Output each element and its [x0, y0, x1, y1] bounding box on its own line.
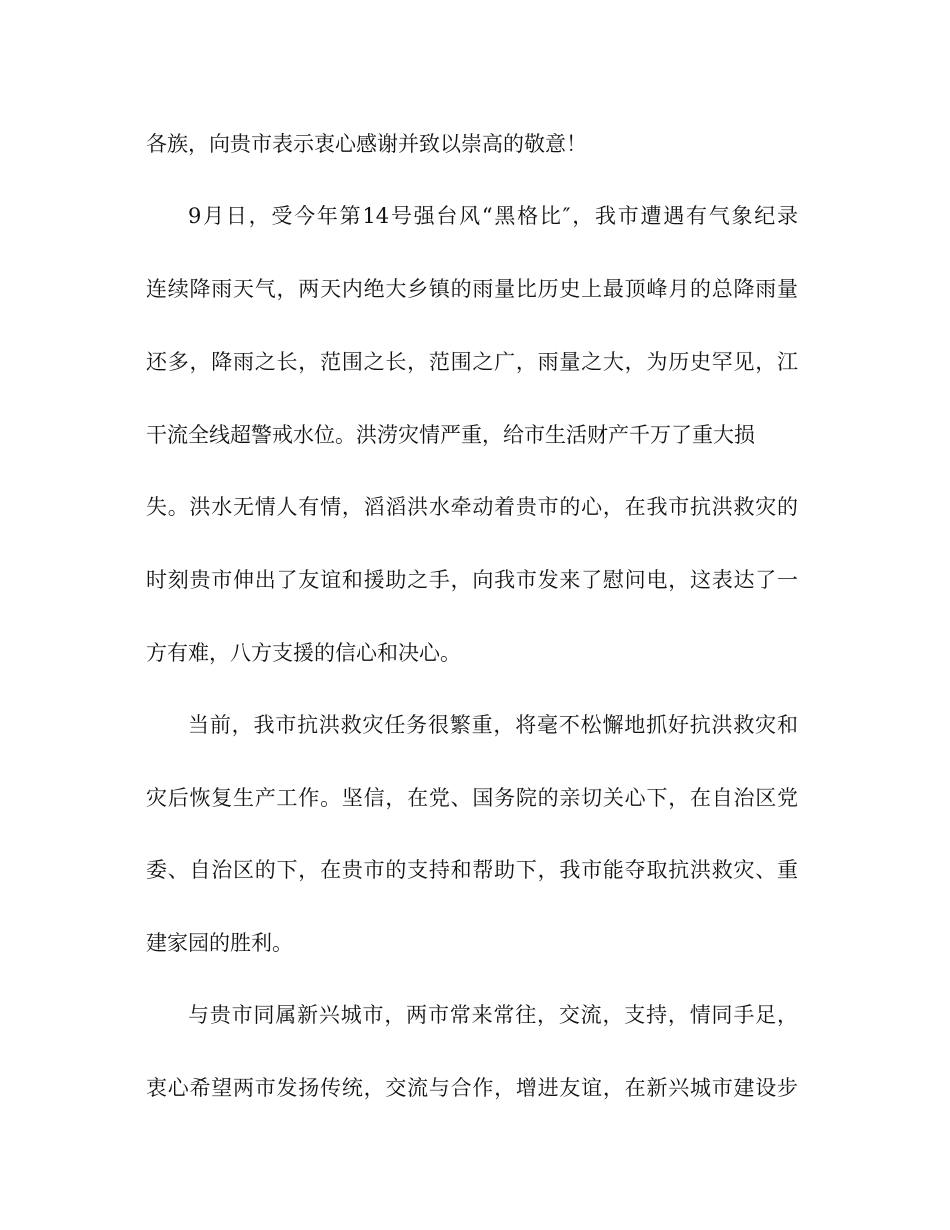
text-line: 9月日，受今年第14号强台风“黑格比″，我市遭遇有气象纪录 — [188, 204, 798, 228]
text-line: 当前，我市抗洪救灾任务很繁重，将毫不松懈地抓好抗洪救灾和 — [188, 713, 798, 737]
text-line: 连续降雨天气，两天内绝大乡镇的雨量比历史上最顶峰月的总降雨量 — [146, 277, 798, 301]
text-line: 失。洪水无情人有情，滔滔洪水牵动着贵市的心，在我市抗洪救灾的 — [146, 495, 798, 519]
text-line: 衷心希望两市发扬传统，交流与合作，增进友谊，在新兴城市建设步 — [146, 1076, 798, 1100]
text-line: 灾后恢复生产工作。坚信，在党、国务院的亲切关心下，在自治区党 — [146, 786, 798, 810]
text-line: 干流全线超警戒水位。洪涝灾情严重，给市生活财产千万了重大损 — [146, 423, 755, 447]
text-line: 时刻贵市伸出了友谊和援助之手，向我市发来了慰问电，这表达了一 — [146, 568, 798, 592]
text-line: 方有难，八方支援的信心和决心。 — [146, 641, 461, 665]
text-line: 与贵市同属新兴城市，两市常来常往，交流，支持，情同手足， — [188, 1003, 798, 1027]
text-line: 还多，降雨之长，范围之长，范围之广，雨量之大，为历史罕见，江 — [146, 350, 798, 374]
text-line: 各族，向贵市表示衷心感谢并致以崇高的敬意！ — [146, 132, 587, 156]
text-line: 建家园的胜利。 — [146, 931, 293, 955]
text-line: 委、自治区的下，在贵市的支持和帮助下，我市能夺取抗洪救灾、重 — [146, 858, 798, 882]
